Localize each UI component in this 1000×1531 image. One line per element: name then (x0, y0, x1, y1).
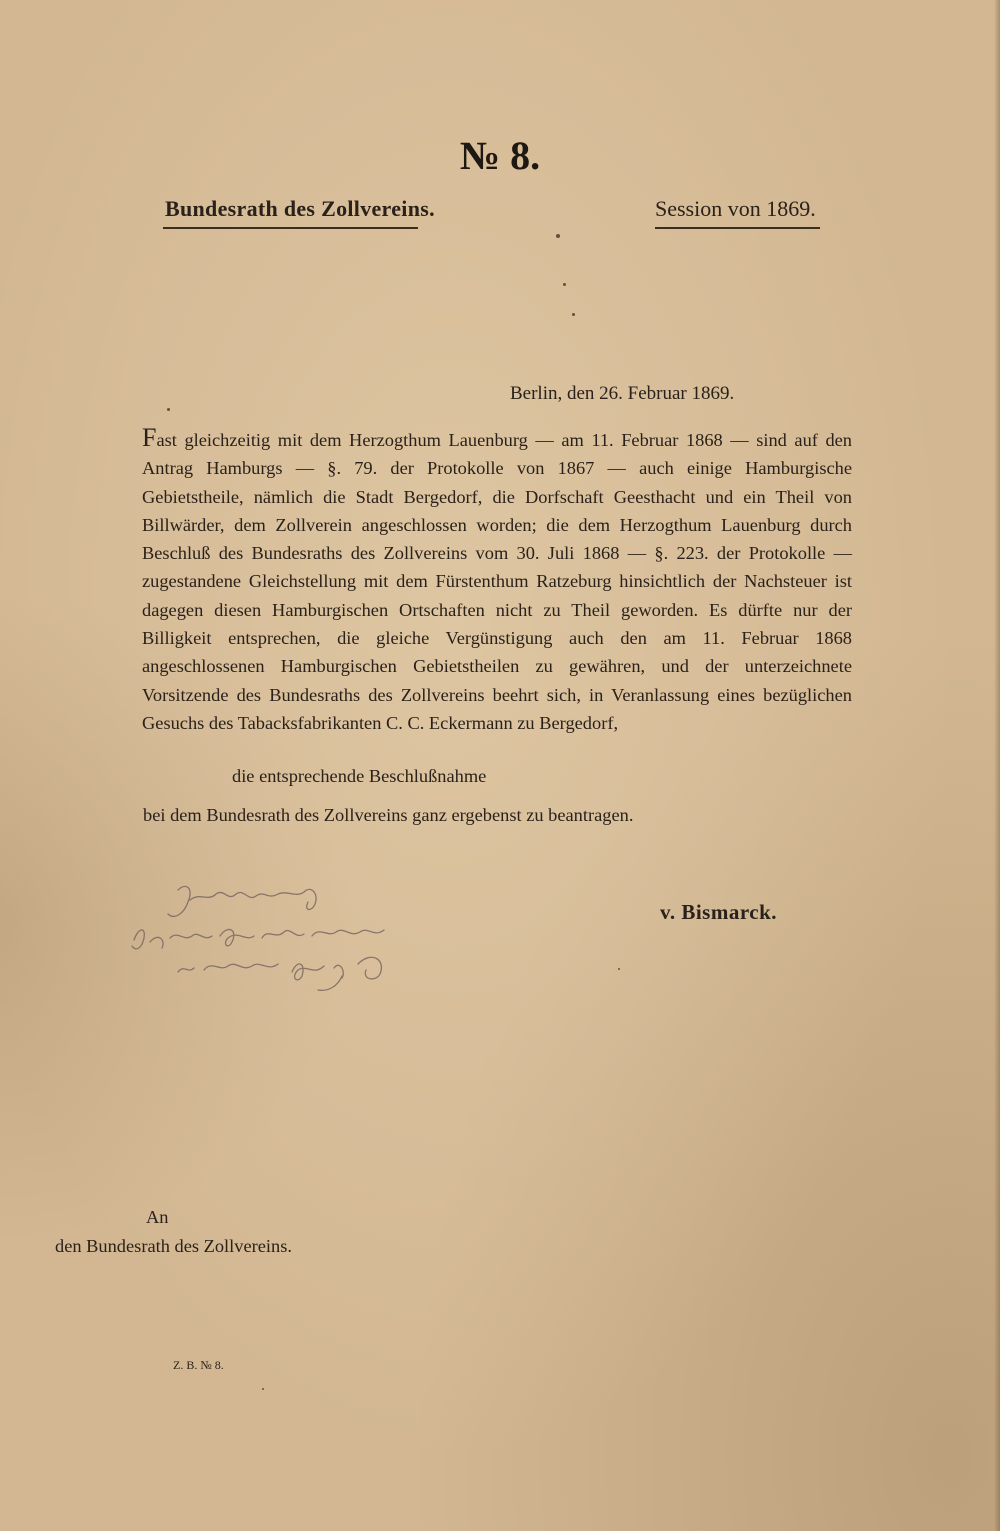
closing-line: bei dem Bundesrath des Zollvereins ganz ergebenst zu beantragen. (143, 805, 634, 825)
ink-speck (563, 283, 566, 286)
body-text: ast gleichzeitig mit dem Herzogthum Lauenburg — am 11. Februar 1868 — sind auf den Antrag Hamburgs — §. 79. der Protokolle von 1867 — auch einige Hamburgische Gebietstheile, nämlich die Stadt Bergedorf, die Dorfschaft Geesthacht und ein Theil von Billwärder, dem Zollverein angeschlossen worden; die dem Herzogthum Lauenburg durch Beschluß des Bundesraths des Zollvereins vom 30. Juli 1868 — §. 223. der Protokolle — zugestandene Gleichstellung mit dem Fürstenthum Ratzeburg hinsichtlich der Nachsteuer ist dagegen diesen Hamburgischen Ortschaften nicht zu Theil geworden. Es dürfte nur der Billigkeit entsprechen, die gleiche Vergünstigung auch den am 11. Februar 1868 angeschlossenen Hamburgischen Gebietstheilen zu gewähren, und der unterzeichnete Vorsitzende des Bundesraths des Zollvereins beehrt sich, in Veranlassung eines bezüglichen Gesuchs des Tabacksfabrikanten C. C. Eckermann zu Bergedorf, (142, 430, 852, 733)
ink-speck (262, 1388, 264, 1390)
ink-speck (167, 408, 170, 411)
header-bundesrath: Bundesrath des Zollvereins. (165, 196, 435, 221)
ink-speck (618, 968, 620, 970)
header-right-rule (655, 227, 820, 229)
signature: v. Bismarck. (660, 900, 778, 924)
ink-speck (572, 313, 575, 316)
document-number: № 8. (459, 133, 541, 178)
place-and-date: Berlin, den 26. Februar 1869. (510, 383, 735, 404)
drop-cap: F (142, 423, 157, 452)
footnote-reference: Z. B. № 8. (173, 1358, 224, 1372)
ink-speck (556, 234, 560, 238)
addressee-recipient: den Bundesrath des Zollvereins. (55, 1236, 292, 1256)
header-left-rule (163, 227, 418, 229)
addressee-an: An (146, 1207, 169, 1227)
header-session: Session von 1869. (655, 196, 816, 221)
body-paragraph (142, 423, 852, 737)
page-edge-shadow (994, 0, 1000, 1531)
request-line: die entsprechende Beschlußnahme (232, 766, 487, 786)
handwritten-annotation (128, 880, 418, 1000)
